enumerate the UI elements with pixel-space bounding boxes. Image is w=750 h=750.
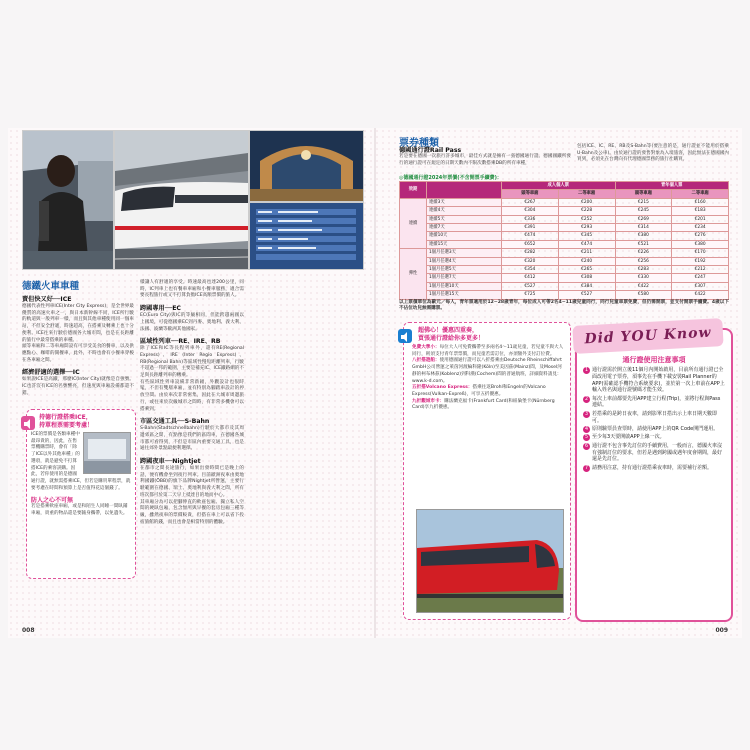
dyk-item: 5 至少每3天要開啟APP上線一次。 (584, 434, 665, 441)
price-cell: €527 (502, 282, 559, 290)
pass-duration: 1個月任選7天 (427, 274, 502, 282)
discount-item: 免費大學小：每位大人可免費攜帶至多兩名4～11歲兒童，若兒童不與大人同行，則須支付青年票票價，而兒童若需訂位，亦須額外支付訂位費。 (412, 345, 564, 357)
page-number-left: 008 (22, 627, 35, 634)
col-youth: 青年個人票 (615, 182, 729, 190)
price-cell: €245 (615, 207, 672, 215)
pass-duration: 連續4天 (427, 207, 502, 215)
price-cell: €226 (615, 249, 672, 257)
price-cell: €269 (615, 215, 672, 223)
table-row (400, 215, 729, 223)
pass-text-left: 若是要在德國一次旅行許多城市，最佳方式就是擁有一張德國通行證。德國國鐵所發行的通行證可在規定的日期天數內不限次數搭乘DB的所有車種， (399, 154, 571, 166)
price-cell: €256 (615, 257, 672, 265)
price-cell: €282 (502, 249, 559, 257)
price-cell: €422 (672, 291, 729, 299)
tip-subtext: 若是搭乘軟座車廂，或是和陌生人同睡一間臥鋪車廂，貴重的物品還是要隨身攜帶，以免遺失。 (31, 504, 128, 517)
regional-text: 除了ICE和IC等長程列車外，還有RE(Regional Express)、IRE (Inter Regio Express)、RB(Regional Bahn)等區域性慢短距離列車，行駛不超過一邦的範圍，主要是補充IC、ICE鐵路網的不足與長距離列車的轉乘。 (140, 346, 244, 379)
price-cell: €215 (615, 198, 672, 206)
did-you-know-box (575, 324, 733, 622)
price-cell: €307 (672, 282, 729, 290)
price-cell: €293 (558, 224, 615, 232)
price-cell: €725 (502, 291, 559, 299)
did-you-know-title: Did YOU Know (572, 318, 723, 354)
regional-heading: 區域性列車──RE、IRE、RB (140, 338, 221, 346)
dyk-item: 6 通行證不包含事先訂位的手續費用，一般而言，德國火車沒有強制訂位的要求，但若是遇到跨國或遇年度會期間，最好還是先訂位。 (584, 442, 723, 463)
speaker-icon (398, 329, 412, 343)
left-section-title: 德鐵火車車種 (22, 281, 80, 292)
price-cell: €304 (502, 207, 559, 215)
nightjet-text: 在都市之間長途旅行，如果出發時間已是晚上的話，便有機會坐到夜行列車。目前歐洲夜車由奧地利國鐵(ÖBB)的旗下品牌Nightjet所營運，主要行駛範圍在德國、瑞士、奧地利與義大利之間，所有班次都可於第二天早上抵達目的地而中心。 (140, 466, 244, 498)
ice-heading: 賣但快又好──ICE (22, 296, 72, 303)
price-cell: €412 (502, 274, 559, 282)
col-youth-first: 頭等車廂 (615, 190, 672, 198)
price-cell: €652 (502, 240, 559, 248)
price-cell: €192 (672, 257, 729, 265)
photo-ticket-machine (83, 432, 131, 474)
price-cell: €267 (502, 198, 559, 206)
tip-heading-2: 持單程票需要考慮！ (39, 421, 94, 429)
sbahn-text: S-Bahn(Stadtschnellbahn)行駛於大都市及其周邊郊區之間，有點像是我們的區間車，在德國各城市都可看得到，不但是市區內重要交通工具，也是通往郊外景點最便利選擇。 (140, 426, 244, 452)
dyk-item: 1 通行證需於開立後11個月內開始啟用，目前所有通行證已全面改用電子票券，須事先在手機下載安裝Rail Planner的APP(需確認手機符合系統要求)，並於第一次上車前在APP上輸入姓名與通行證號碼才能生效。 (584, 367, 725, 394)
group-label: 連續 (400, 198, 427, 248)
pass-duration: 1個月任選15天 (427, 291, 502, 299)
tip-text: ICE的票價是各類車種中最昂貴的，因此，在售票機購票時，會有「除了ICE以外其他車種」的選項，就是避免不打算搭ICE的乘客誤購。因此，若你使用的是德國通行證，就無需搭乘ICE，但若是購買單程票，就要考慮在時間和預算上是否值得花這個錢了。 (31, 432, 131, 491)
ec-heading: 跨國專用──EC (140, 305, 181, 313)
pass-text-right: 包括ICE、IC、RE、RB及S-Bahn等(要注意的是，通行證並不能用於搭乘U-Bahn及公車)。由於通行證的發售對象為入境旅客，因此無法在德國國內買到，必須先在台灣向有代理德國票務的旅行社購買。 (577, 144, 729, 163)
table-row (400, 257, 729, 265)
price-cell: €228 (558, 207, 615, 215)
col-adult: 成人個人票 (502, 182, 616, 190)
price-cell: €160 (672, 198, 729, 206)
pass-duration: 連續5天 (427, 215, 502, 223)
table-row (400, 249, 729, 257)
price-cell: €474 (558, 240, 615, 248)
sbahn-heading: 市區交通工具──S-Bahn (140, 418, 210, 426)
photo-ice-train (114, 130, 249, 270)
photo-traveler-on-platform (22, 130, 114, 270)
table-row (400, 207, 729, 215)
price-cell: €200 (558, 198, 615, 206)
table-row (400, 274, 729, 282)
price-cell: €308 (558, 274, 615, 282)
col-validity: 效期 (400, 182, 427, 199)
discount-item: 五折搭Volcano Express：搭乘往返Brohl和Engeln的Volcano Express(Vulkan-Expreß)，可享五折優惠。 (412, 385, 546, 397)
price-cell: €527 (558, 291, 615, 299)
nightjet-heading: 跨國夜車──Nightjet (140, 458, 201, 466)
page-number-right: 009 (715, 627, 728, 634)
price-cell: €211 (558, 249, 615, 257)
left-column-2 (140, 280, 244, 526)
dyk-item: 7 請務用注意，持有通行證搭乘夜車時，需要補行差額。 (584, 464, 713, 471)
left-column-1 (22, 291, 134, 397)
ice-text-2: 頭等車廂和二等車廂間設有可享受美食的餐車，以及供應點心、咖啡的開餐車，此外，不時也會有小餐車穿梭在各車廂之間。 (22, 344, 134, 363)
discount-item: 八折搭遊船：使用德國通行證可以八折搭乘由Deutsche Rheinschiffahrt GmbH公司營運之萊茵河渡輪科隆(Köln)至美因茲(Mainz)間，及Mosel河靜的柯布林茲(Koblenz)到科漢(Cochem)間的普通航班，詳細資料請見：www.k-d.com。 (412, 358, 562, 384)
price-cell: €234 (672, 224, 729, 232)
price-cell: €391 (502, 224, 559, 232)
discount-item: 九折觀城市卡：購法蘭克福卡(Frankfurt Card)和紐倫堡卡(Nürnberg Card)享九折優惠。 (412, 398, 555, 411)
discount-heading-1: 超佛心！優惠四重奏， (418, 327, 479, 334)
price-cell: €283 (615, 266, 672, 274)
left-page (8, 128, 375, 638)
price-cell: €336 (502, 215, 559, 223)
ice-text: 德國代表性列車ICE(Inter City Express)，是全世界最優質的高速火車之一，與日本新幹線不同，ICE所行駛的軌道與一般列車一樣，而且與其他車種使用同一個車站，不但安全舒適，時速超高，在搭乘及轉乘上也十分便利。ICE往來行駛於德國各大城市間，也是在長距離的旅行中最常搭乘的車種。 (22, 304, 134, 343)
table-row (400, 291, 729, 299)
price-cell: €330 (615, 274, 672, 282)
photo-regional-train (416, 509, 564, 613)
book-spread (8, 128, 742, 638)
col-adult-second: 二等車廂 (558, 190, 615, 198)
col-youth-second: 二等車廂 (672, 190, 729, 198)
table-row (400, 266, 729, 274)
pass-duration: 1個月任選5天 (427, 266, 502, 274)
col-days (427, 182, 502, 199)
table-row (400, 232, 729, 240)
price-cell: €380 (672, 240, 729, 248)
dyk-item: 2 每次上車前都要先用APP建立行程(Trip)，並將行程與Pass連結。 (584, 395, 721, 409)
ic-text: 如果說ICE是高鐵，那麼IC(Inter City)就像是自強號。IC也許沒有ICE的名號響亮，但速度與車廂設備都還不錯。 (22, 377, 134, 396)
price-cell: €201 (672, 215, 729, 223)
col-adult-first: 頭等車廂 (502, 190, 559, 198)
pass-duration: 連續7天 (427, 224, 502, 232)
dyk-item: 4 原則驗票員查票時，請使用APP上的QR Code開門運用。 (584, 425, 719, 432)
price-cell: €474 (502, 232, 559, 240)
photo-departure-board (249, 202, 364, 270)
price-cell: €580 (615, 291, 672, 299)
price-cell: €183 (672, 207, 729, 215)
dyk-item: 3 若搭乘的是跨日夜車，請到影單日搭出示上車日期天數即可。 (584, 410, 718, 424)
speaker-icon (21, 416, 35, 430)
discount-heading-2: 買張通行證給你多更多！ (418, 334, 485, 342)
table-row (400, 240, 729, 248)
pass-duration: 1個月任選10天 (427, 282, 502, 290)
price-cell: €521 (615, 240, 672, 248)
ec-text: EC(Euro City)與IC的等級相同，但能跨越兩國以上國境，可從德國乘EC到丹麥、奧地利、義大利、法國、波蘭等歐洲其他國家。 (140, 313, 244, 332)
table-note: 以上票價單位為歐元／每人，青年票適用於12~28歲青年，每位成人可帶2名4~11歲兒童同行，同行兒童車票免費，但仍需開票，並支付開票手續費。4歲以下不佔位幼兒無需購票。 (399, 300, 729, 312)
did-you-know-subtitle: 通行證使用注意事項 (622, 356, 686, 364)
table-row (400, 224, 729, 232)
pass-duration: 連續3天 (427, 198, 502, 206)
tip-box-ice (26, 409, 136, 579)
right-page (377, 128, 742, 638)
price-cell: €314 (615, 224, 672, 232)
tip-subheading: 防人之心不可無 (31, 497, 74, 505)
nightjet-text-2: 其車廂分為可以把腳伸直的軟座包廂、獨立私人空間的硬臥包廂，包含無所與早餐的套房包廂三種等級，雖然夜車的票價較貴，但搭在車上可以省下投宿旅館的錢，而且也會是相當特別的體驗。 (140, 499, 244, 525)
price-cell: €320 (502, 257, 559, 265)
group-label: 彈性 (400, 249, 427, 299)
ic-heading: 經濟舒適的選擇──IC (22, 369, 80, 377)
price-cell: €247 (672, 274, 729, 282)
pass-duration: 連續10天 (427, 232, 502, 240)
did-you-know-list (583, 367, 725, 473)
price-cell: €422 (615, 282, 672, 290)
price-cell: €345 (558, 232, 615, 240)
photo-station-hall (249, 130, 364, 202)
table-row (400, 198, 729, 206)
price-cell: €212 (672, 266, 729, 274)
table-caption: ◎德國通行證2024年票價(不含開票手續費)： (399, 175, 502, 181)
tip-box-discounts (403, 322, 571, 620)
regional-text-2: 有些區域性列車設備非常新穎，外觀設計也很時髦，不但有雙層車廂，並有特別為腳踏車設計的停放空間。由於車次非常密集，因此在大城市周邊旅行，或往來於次級城市之間時，有非常多機會可以搭乘到。 (140, 379, 244, 412)
price-cell: €384 (558, 282, 615, 290)
price-cell: €276 (672, 232, 729, 240)
pass-duration: 1個月任選4天 (427, 257, 502, 265)
discount-list (412, 345, 564, 412)
price-cell: €240 (558, 257, 615, 265)
price-cell: €354 (502, 266, 559, 274)
ic-text-cont: 樣讓人有舒適的享受。時速最高也達200公里，同時，IC列車上也有餐車車廂和小餐車服務，適合需要長程旅行或又不打算負擔ICE高額票價的旅人。 (140, 280, 244, 299)
rail-pass-heading: 德國通行證Rail Pass (399, 147, 462, 154)
price-cell: €380 (615, 232, 672, 240)
pass-duration: 1個月任選3天 (427, 249, 502, 257)
table-row (400, 282, 729, 290)
price-cell: €265 (558, 266, 615, 274)
price-cell: €170 (672, 249, 729, 257)
right-section-title: 票券種類 (399, 138, 439, 149)
price-cell: €252 (558, 215, 615, 223)
pass-duration: 連續15天 (427, 240, 502, 248)
pass-price-table (399, 181, 729, 300)
tip-heading-1: 持德行證搭乘ICE， (39, 414, 92, 421)
